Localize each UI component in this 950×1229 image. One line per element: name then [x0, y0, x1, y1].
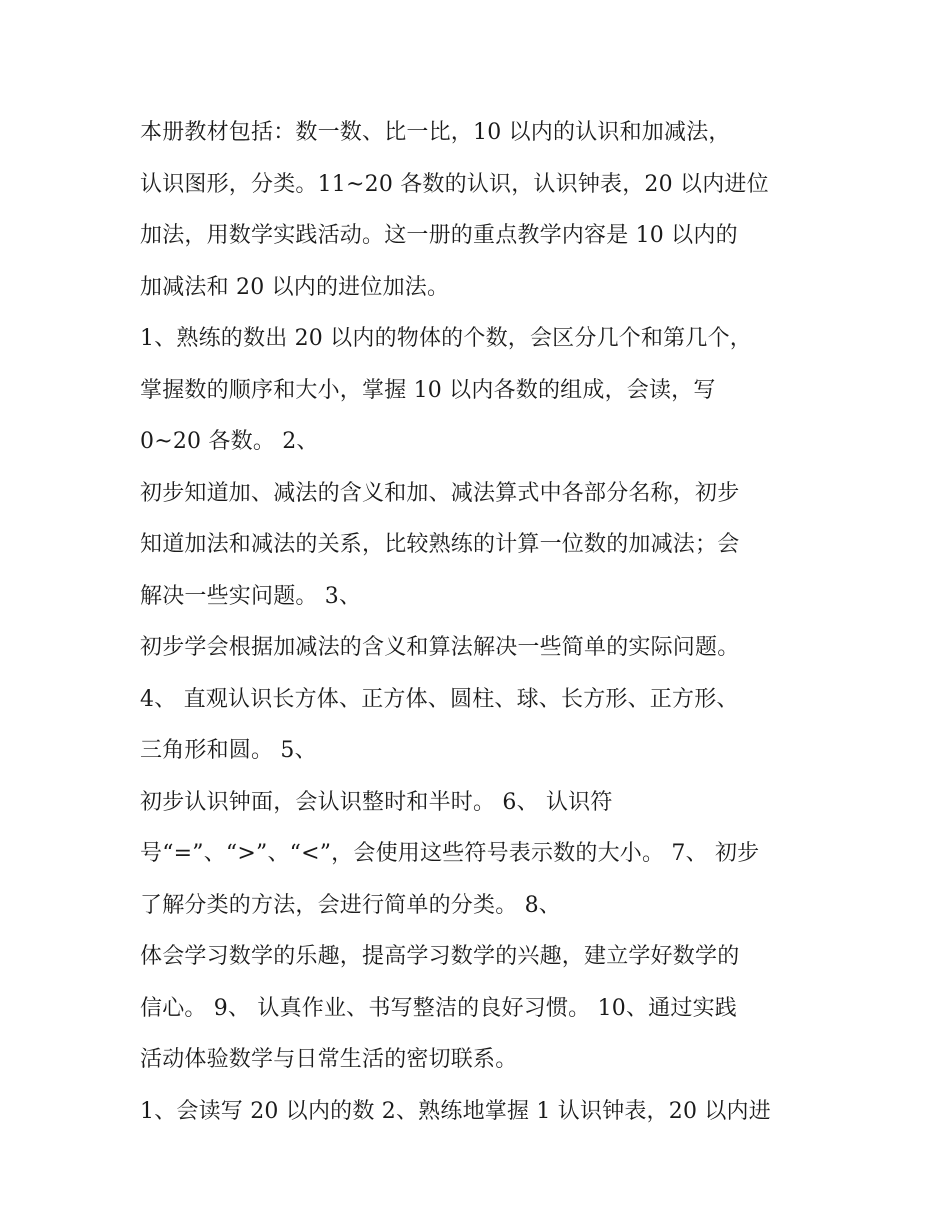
- text-line: 初步学会根据加减法的含义和算法解决一些简单的实际问题。: [140, 635, 740, 660]
- text-line: 掌握数的顺序和大小，掌握 10 以内各数的组成，会读，写: [140, 377, 716, 403]
- text-line: 信心。 9、 认真作业、书写整洁的良好习惯。 10、通过实践: [140, 995, 737, 1021]
- text-line: 0~20 各数。 2、: [140, 429, 319, 454]
- text-line: 体会学习数学的乐趣，提高学习数学的兴趣，建立学好数学的: [140, 944, 740, 969]
- text-line: 活动体验数学与日常生活的密切联系。: [140, 1047, 518, 1072]
- text-line: 加减法和 20 以内的进位加法。: [140, 274, 450, 300]
- document-body: [140, 107, 830, 1137]
- text-line: 初步认识钟面，会认识整时和半时。 6、 认识符: [140, 789, 613, 815]
- text-line: 认识图形，分类。11~20 各数的认识，认识钟表，20 以内进位: [140, 171, 769, 197]
- text-line: 加法，用数学实践活动。这一册的重点教学内容是 10 以内的: [140, 223, 738, 248]
- text-line: 1、会读写 20 以内的数 2、熟练地掌握 1 认识钟表，20 以内进: [140, 1098, 771, 1124]
- text-line: 号“=”、“>”、“<”，会使用这些符号表示数的大小。 7、 初步: [140, 841, 760, 866]
- text-line: 知道加法和减法的关系，比较熟练的计算一位数的加减法；会: [140, 532, 740, 557]
- text-line: 三角形和圆。 5、: [140, 738, 317, 763]
- text-line: 初步知道加、减法的含义和加、减法算式中各部分名称，初步: [140, 480, 740, 506]
- text-line: 1、熟练的数出 20 以内的物体的个数，会区分几个和第几个，: [140, 326, 752, 351]
- text-line: 4、 直观认识长方体、正方体、圆柱、球、长方形、正方形、: [140, 686, 739, 712]
- text-line: 解决一些实问题。 3、: [140, 583, 362, 609]
- text-line: 了解分类的方法，会进行简单的分类。 8、: [140, 892, 561, 918]
- text-line: 本册教材包括：数一数、比一比，10 以内的认识和加减法，: [140, 120, 731, 145]
